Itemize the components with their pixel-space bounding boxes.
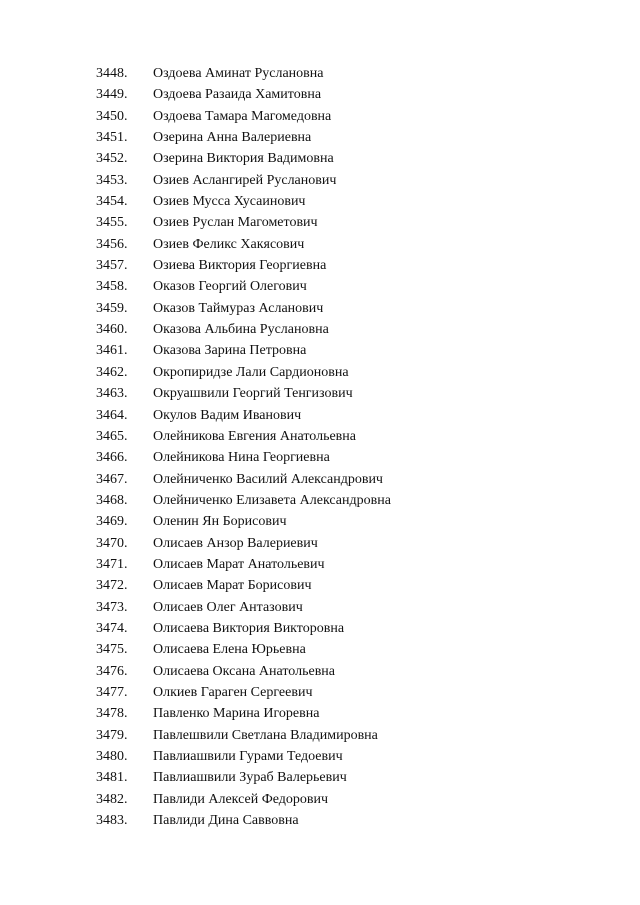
entry-name: Олисаева Елена Юрьевна — [153, 642, 306, 658]
entry-name: Павлиди Алексей Федорович — [153, 791, 329, 807]
entry-number: 3477. — [96, 684, 128, 700]
entry-number: 3468. — [96, 492, 128, 508]
entry-name: Озиев Аслангирей Русланович — [153, 172, 337, 188]
entry-number: 3475. — [96, 642, 128, 658]
entry-number: 3482. — [96, 791, 128, 807]
list-item — [0, 746, 640, 767]
entry-number: 3456. — [96, 236, 128, 252]
list-item — [0, 170, 640, 191]
entry-name: Олейникова Нина Георгиевна — [153, 450, 330, 466]
entry-name: Олисаев Марат Анатольевич — [153, 556, 325, 572]
entry-name: Окулов Вадим Иванович — [153, 407, 302, 423]
entry-name: Оленин Ян Борисович — [153, 514, 287, 530]
entry-number: 3474. — [96, 620, 128, 636]
entry-name: Озиев Руслан Магометович — [153, 215, 318, 231]
entry-name: Олисаева Оксана Анатольевна — [153, 663, 336, 679]
entry-name: Озерина Виктория Вадимовна — [153, 151, 334, 167]
list-item — [0, 106, 640, 127]
entry-name: Окропиридзе Лали Сардионовна — [153, 364, 349, 380]
entry-name: Оказова Зарина Петровна — [153, 343, 307, 359]
entry-name: Оздоева Тамара Магомедовна — [153, 108, 332, 124]
entry-number: 3479. — [96, 727, 128, 743]
list-item — [0, 703, 640, 724]
entry-name: Павлиди Дина Саввовна — [153, 813, 299, 829]
entry-name: Озиева Виктория Георгиевна — [153, 258, 327, 274]
entry-number: 3455. — [96, 215, 128, 231]
entry-name: Павленко Марина Игоревна — [153, 706, 320, 722]
list-item — [0, 789, 640, 810]
list-item — [0, 148, 640, 169]
entry-name: Озиев Мусса Хусаинович — [153, 194, 306, 210]
list-item — [0, 597, 640, 618]
entry-number: 3481. — [96, 770, 128, 786]
list-item — [0, 554, 640, 575]
entry-number: 3465. — [96, 428, 128, 444]
list-item — [0, 319, 640, 340]
list-item — [0, 63, 640, 84]
list-item — [0, 639, 640, 660]
list-item — [0, 340, 640, 361]
list-item — [0, 212, 640, 233]
entry-name: Олейниченко Василий Александрович — [153, 471, 383, 487]
entry-number: 3483. — [96, 813, 128, 829]
entry-name: Оздоева Аминат Руслановна — [153, 66, 324, 81]
entry-number: 3453. — [96, 172, 128, 188]
entry-number: 3472. — [96, 578, 128, 594]
list-item — [0, 84, 640, 105]
entry-name: Олейниченко Елизавета Александровна — [153, 492, 391, 508]
list-item — [0, 469, 640, 490]
entry-number: 3469. — [96, 514, 128, 530]
list-item — [0, 383, 640, 404]
entry-number: 3460. — [96, 322, 128, 338]
list-item — [0, 127, 640, 148]
list-item — [0, 533, 640, 554]
entry-name: Олисаев Анзор Валериевич — [153, 535, 318, 551]
entry-number: 3464. — [96, 407, 128, 423]
list-item — [0, 767, 640, 788]
list-item — [0, 447, 640, 468]
entry-number: 3461. — [96, 343, 128, 359]
entry-number: 3459. — [96, 300, 128, 316]
entry-name: Олейникова Евгения Анатольевна — [153, 428, 356, 444]
entry-name: Олисаева Виктория Викторовна — [153, 620, 345, 636]
entry-name: Оздоева Разаида Хамитовна — [153, 87, 322, 103]
entry-name: Оказова Альбина Руслановна — [153, 322, 329, 338]
entry-name: Олисаев Марат Борисович — [153, 578, 312, 594]
list-item — [0, 405, 640, 426]
entry-number: 3454. — [96, 194, 128, 210]
entry-number: 3467. — [96, 471, 128, 487]
entry-number: 3478. — [96, 706, 128, 722]
list-item — [0, 191, 640, 212]
entry-name: Окруашвили Георгий Тенгизович — [153, 386, 353, 402]
entry-number: 3473. — [96, 599, 128, 615]
list-item — [0, 298, 640, 319]
list-item — [0, 575, 640, 596]
entry-number: 3480. — [96, 749, 128, 764]
entry-name: Озерина Анна Валериевна — [153, 130, 312, 146]
entry-number: 3471. — [96, 556, 128, 572]
entry-number: 3476. — [96, 663, 128, 679]
entry-name: Павлиашвили Зураб Валерьевич — [153, 770, 347, 786]
list-item — [0, 682, 640, 703]
entry-name: Оказов Георгий Олегович — [153, 279, 307, 295]
name-list — [0, 63, 640, 831]
entry-name: Павлешвили Светлана Владимировна — [153, 727, 378, 743]
list-item — [0, 810, 640, 831]
list-item — [0, 490, 640, 511]
entry-number: 3457. — [96, 258, 128, 274]
entry-number: 3450. — [96, 108, 128, 124]
list-item — [0, 255, 640, 276]
list-item — [0, 511, 640, 532]
entry-name: Олисаев Олег Антазович — [153, 599, 303, 615]
entry-number: 3449. — [96, 87, 128, 103]
entry-number: 3463. — [96, 386, 128, 402]
entry-number: 3466. — [96, 450, 128, 466]
list-item — [0, 362, 640, 383]
entry-number: 3470. — [96, 535, 128, 551]
entry-number: 3458. — [96, 279, 128, 295]
list-item — [0, 661, 640, 682]
entry-name: Озиев Феликс Хакясович — [153, 236, 305, 252]
entry-number: 3452. — [96, 151, 128, 167]
entry-number: 3451. — [96, 130, 128, 146]
list-item — [0, 234, 640, 255]
list-item — [0, 725, 640, 746]
list-item — [0, 426, 640, 447]
entry-number: 3462. — [96, 364, 128, 380]
entry-name: Павлиашвили Гурами Тедоевич — [153, 749, 343, 764]
entry-name: Олкиев Гараген Сергеевич — [153, 684, 313, 700]
entry-number: 3448. — [96, 66, 128, 81]
list-item — [0, 276, 640, 297]
list-item — [0, 618, 640, 639]
entry-name: Оказов Таймураз Асланович — [153, 300, 324, 316]
